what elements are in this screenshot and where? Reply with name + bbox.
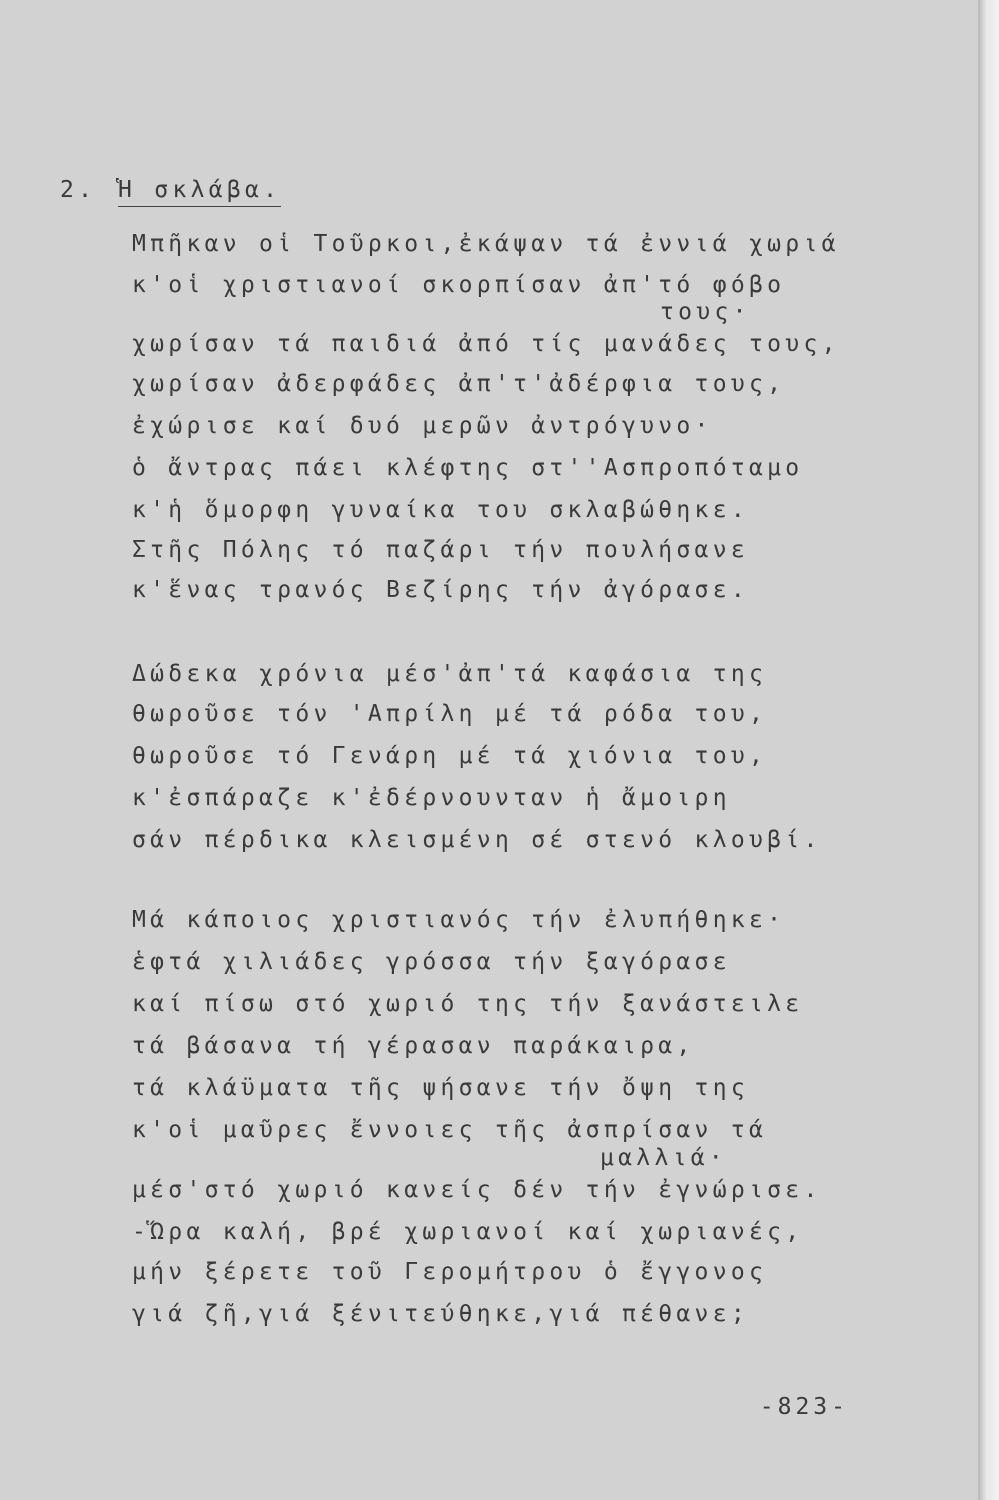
- page-number: -823-: [759, 1394, 849, 1420]
- verse-line: μέσ'στό χωριό κανείς δέν τήν ἐγνώρισε.: [132, 1177, 822, 1203]
- verse-line: κ'οἱ μαῦρες ἔννοιες τῆς ἀσπρίσαν τά: [132, 1117, 768, 1143]
- verse-line: ἑφτά χιλιάδες γρόσσα τήν ξαγόρασε: [132, 949, 731, 975]
- verse-line: τά κλάϋματα τῆς ψήσανε τήν ὄψη της: [132, 1075, 750, 1101]
- verse-line: κ'ἐσπάραζε κ'ἐδέρνουνταν ἡ ἄμοιρη: [132, 785, 731, 811]
- verse-line: ἐχώρισε καί δυό μερῶν ἀντρόγυνο·: [132, 413, 713, 439]
- verse-line: χωρίσαν ἀδερφάδες ἀπ'τ'ἀδέρφια τους,: [132, 371, 786, 397]
- verse-line: τά βάσανα τή γέρασαν παράκαιρα,: [132, 1033, 695, 1059]
- verse-line: μήν ξέρετε τοῦ Γερομήτρου ὁ ἔγγονος: [132, 1259, 768, 1285]
- verse-line: κ'οἱ χριστιανοί σκορπίσαν ἀπ'τό φόβο: [132, 272, 786, 298]
- verse-line: Στῆς Πόλης τό παζάρι τήν πουλήσανε: [132, 537, 750, 563]
- verse-line: χωρίσαν τά παιδιά ἀπό τίς μανάδες τους,: [132, 331, 840, 357]
- verse-line: θωροῦσε τό Γενάρη μέ τά χιόνια του,: [132, 743, 768, 769]
- verse-line: ὁ ἄντρας πάει κλέφτης στ''Ασπροπόταμο: [132, 455, 804, 481]
- verse-line: καί πίσω στό χωριό της τήν ξανάστειλε: [132, 991, 804, 1017]
- verse-line: κ'ἕνας τρανός Βεζίρης τήν ἀγόρασε.: [132, 577, 750, 603]
- verse-line: Δώδεκα χρόνια μέσ'ἀπ'τά καφάσια της: [132, 661, 768, 687]
- verse-line: Μπῆκαν οἱ Τοῦρκοι,ἐκάψαν τά ἐννιά χωριά: [132, 231, 840, 257]
- verse-line: θωροῦσε τόν 'Απρίλη μέ τά ρόδα του,: [132, 701, 768, 727]
- verse-line-continuation: μαλλιά·: [600, 1145, 728, 1171]
- page-edge: [978, 0, 999, 1500]
- verse-line: γιά ζῆ,γιά ξένιτεύθηκε,γιά πέθανε;: [132, 1301, 750, 1327]
- verse-line: κ'ἡ ὅμορφη γυναίκα του σκλαβώθηκε.: [132, 497, 750, 523]
- verse-line-continuation: τους·: [660, 299, 751, 325]
- verse-line: -Ὥρα καλή, βρέ χωριανοί καί χωριανές,: [132, 1219, 804, 1245]
- verse-line: σάν πέρδικα κλεισμένη σέ στενό κλουβί.: [132, 827, 822, 853]
- poem-number: 2.: [60, 177, 97, 203]
- poem-title: Ἡ σκλάβα.: [118, 176, 281, 207]
- verse-line: Μά κάποιος χριστιανός τήν ἐλυπήθηκε·: [132, 907, 786, 933]
